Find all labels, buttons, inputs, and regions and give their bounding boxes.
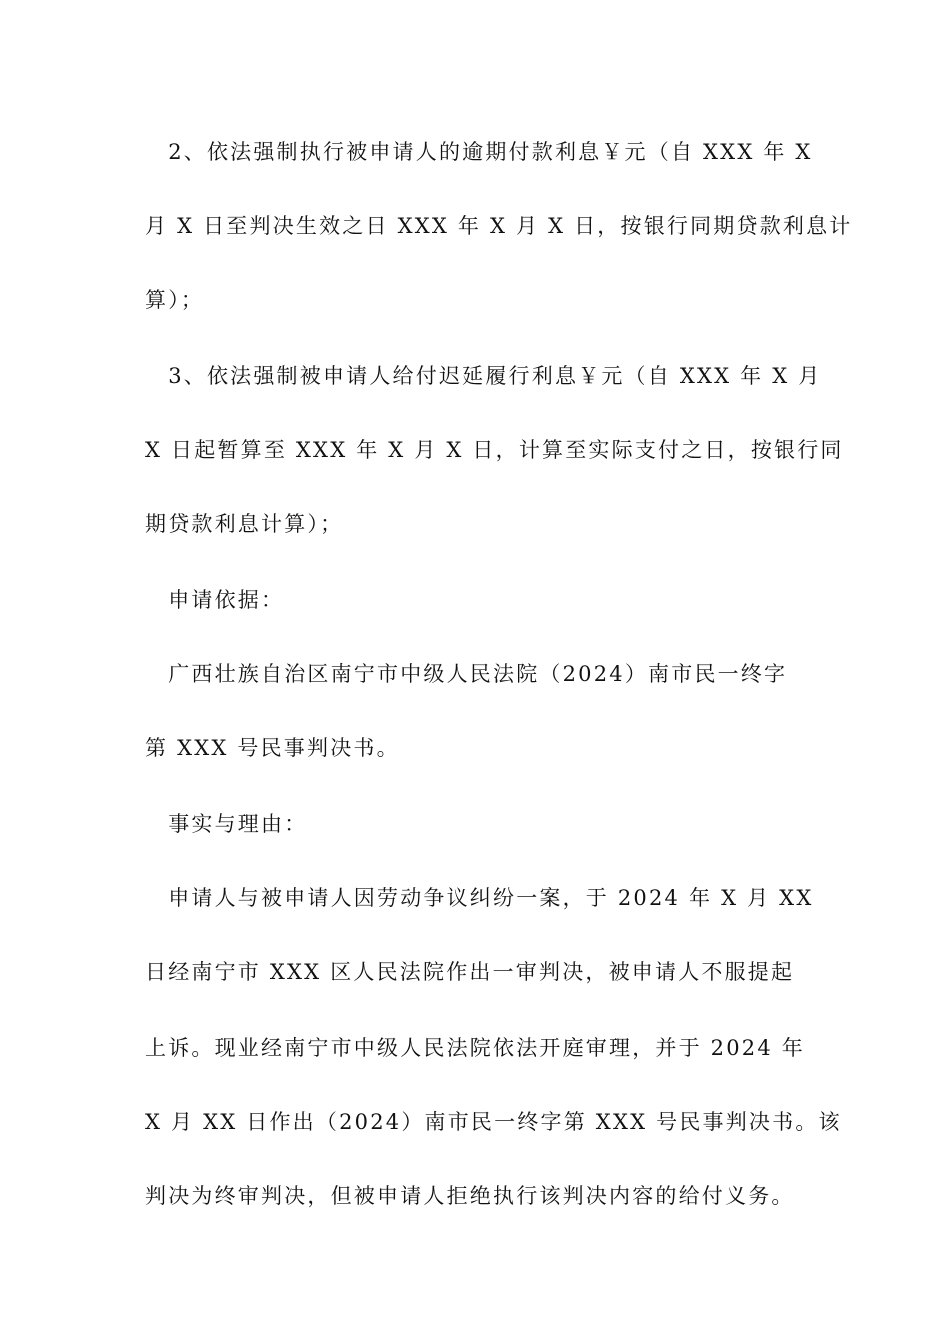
text-line: 期贷款利息计算）； — [145, 512, 344, 536]
section-heading: 申请依据： — [145, 588, 285, 612]
text-line: 广西壮族自治区南宁市中级人民法院（2024）南市民一终字 — [145, 662, 788, 686]
text-line: 月 X 日至判决生效之日 XXX 年 X 月 X 日，按银行同期贷款利息计 — [145, 214, 853, 238]
text-line: 申请人与被申请人因劳动争议纠纷一案，于 2024 年 X 月 XX — [145, 886, 814, 910]
text-line: 日经南宁市 XXX 区人民法院作出一审判决，被申请人不服提起 — [145, 960, 795, 984]
text-line: 判决为终审判决，但被申请人拒绝执行该判决内容的给付义务。 — [145, 1184, 795, 1208]
text-line: 第 XXX 号民事判决书。 — [145, 736, 400, 760]
text-line: 上诉。现业经南宁市中级人民法院依法开庭审理，并于 2024 年 — [145, 1036, 805, 1060]
text-line: X 日起暂算至 XXX 年 X 月 X 日，计算至实际支付之日，按银行同 — [145, 438, 844, 462]
text-line: 3、依法强制被申请人给付迟延履行利息￥元（自 XXX 年 X 月 — [145, 364, 822, 388]
text-line: 2、依法强制执行被申请人的逾期付款利息￥元（自 XXX 年 X — [145, 140, 813, 164]
section-heading: 事实与理由： — [145, 812, 308, 836]
text-line: 算）； — [145, 288, 205, 312]
text-line: X 月 XX 日作出（2024）南市民一终字第 XXX 号民事判决书。该 — [145, 1110, 842, 1134]
